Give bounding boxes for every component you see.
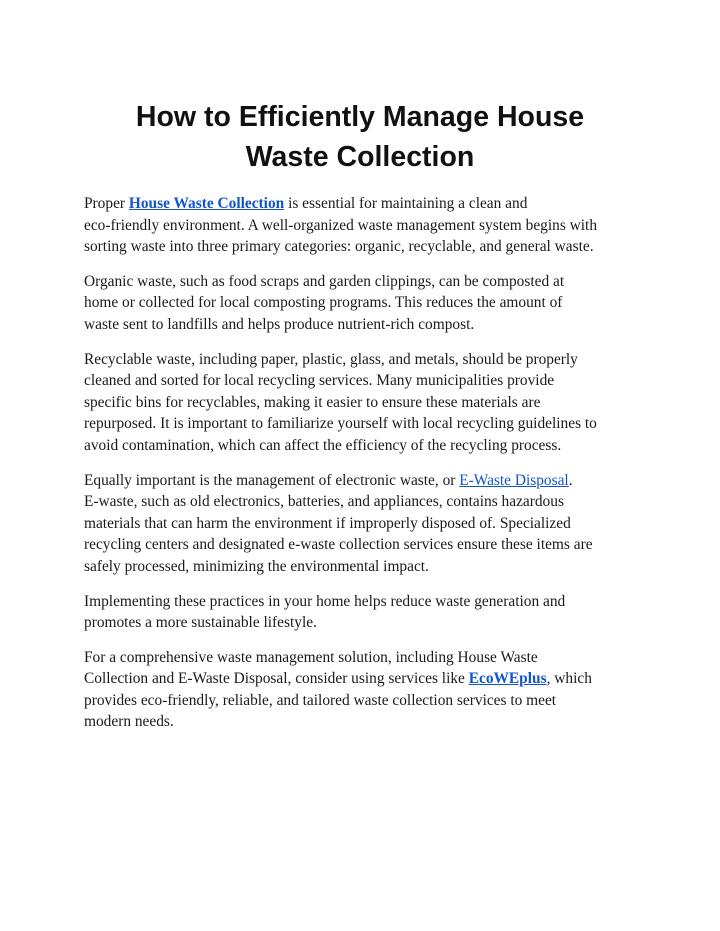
- paragraph-line: E-waste, such as old electronics, batteries, and appliances, contains hazardous: [84, 493, 564, 511]
- paragraph-conclusion: [84, 647, 664, 733]
- text-segment: is essential for maintaining a clean and: [284, 195, 528, 212]
- text-segment: Collection and E-Waste Disposal, consider using services like: [84, 670, 469, 688]
- paragraph-line: provides eco-friendly, reliable, and tailored waste collection services to meet: [84, 691, 557, 709]
- paragraph-line: Organic waste, such as food scraps and garden clippings, can be composted at: [84, 272, 565, 290]
- paragraph-line: Recyclable waste, including paper, plastic, glass, and metals, should be properly: [84, 350, 578, 368]
- paragraph-line: specific bins for recyclables, making it easier to ensure these materials are: [84, 393, 541, 411]
- paragraph-line: recycling centers and designated e-waste collection services ensure these items are: [84, 536, 593, 554]
- paragraph-line: For a comprehensive waste management solution, including House Waste: [84, 648, 538, 666]
- paragraph-e-waste: [84, 470, 664, 578]
- article-body: [84, 193, 664, 733]
- paragraph-line: [84, 193, 664, 215]
- text-segment: , which: [546, 670, 592, 688]
- text-segment: Equally important is the management of electronic waste, or: [84, 471, 460, 489]
- paragraph-line: waste sent to landfills and helps produce nutrient-rich compost.: [84, 315, 475, 333]
- paragraph-line: Implementing these practices in your home helps reduce waste generation and: [84, 592, 566, 610]
- e-waste-disposal-link[interactable]: E-Waste Disposal: [459, 471, 569, 489]
- paragraph-line: home or collected for local composting programs. This reduces the amount of: [84, 294, 563, 312]
- paragraph-line: repurposed. It is important to familiarize yourself with local recycling guidelines to: [84, 415, 597, 433]
- house-waste-collection-link[interactable]: House Waste Collection: [128, 195, 285, 212]
- ecoweplus-link[interactable]: EcoWEplus: [468, 670, 547, 688]
- paragraph-line: [84, 668, 664, 690]
- title-line-2: Waste Collection: [245, 141, 475, 173]
- paragraph-recyclable-waste: [84, 349, 664, 457]
- paragraph-line: sorting waste into three primary categories: organic, recyclable, and general waste.: [84, 238, 594, 256]
- text-segment: Proper: [84, 195, 129, 212]
- paragraph-practices: [84, 591, 664, 634]
- paragraph-organic-waste: [84, 271, 664, 336]
- paragraph-line: eco-friendly environment. A well-organized waste management system begins with: [84, 216, 598, 234]
- paragraph-line: modern needs.: [84, 713, 174, 731]
- paragraph-line: materials that can harm the environment if improperly disposed of. Specialized: [84, 514, 571, 532]
- text-segment: .: [568, 471, 573, 489]
- paragraph-intro: [84, 193, 664, 258]
- page-title: [60, 97, 660, 177]
- paragraph-line: safely processed, minimizing the environmental impact.: [84, 557, 429, 575]
- paragraph-line: promotes a more sustainable lifestyle.: [84, 614, 317, 632]
- title-line-1: How to Efficiently Manage House: [135, 101, 585, 133]
- paragraph-line: avoid contamination, which can affect the efficiency of the recycling process.: [84, 436, 562, 454]
- paragraph-line: [84, 470, 664, 492]
- paragraph-line: cleaned and sorted for local recycling services. Many municipalities provide: [84, 372, 555, 390]
